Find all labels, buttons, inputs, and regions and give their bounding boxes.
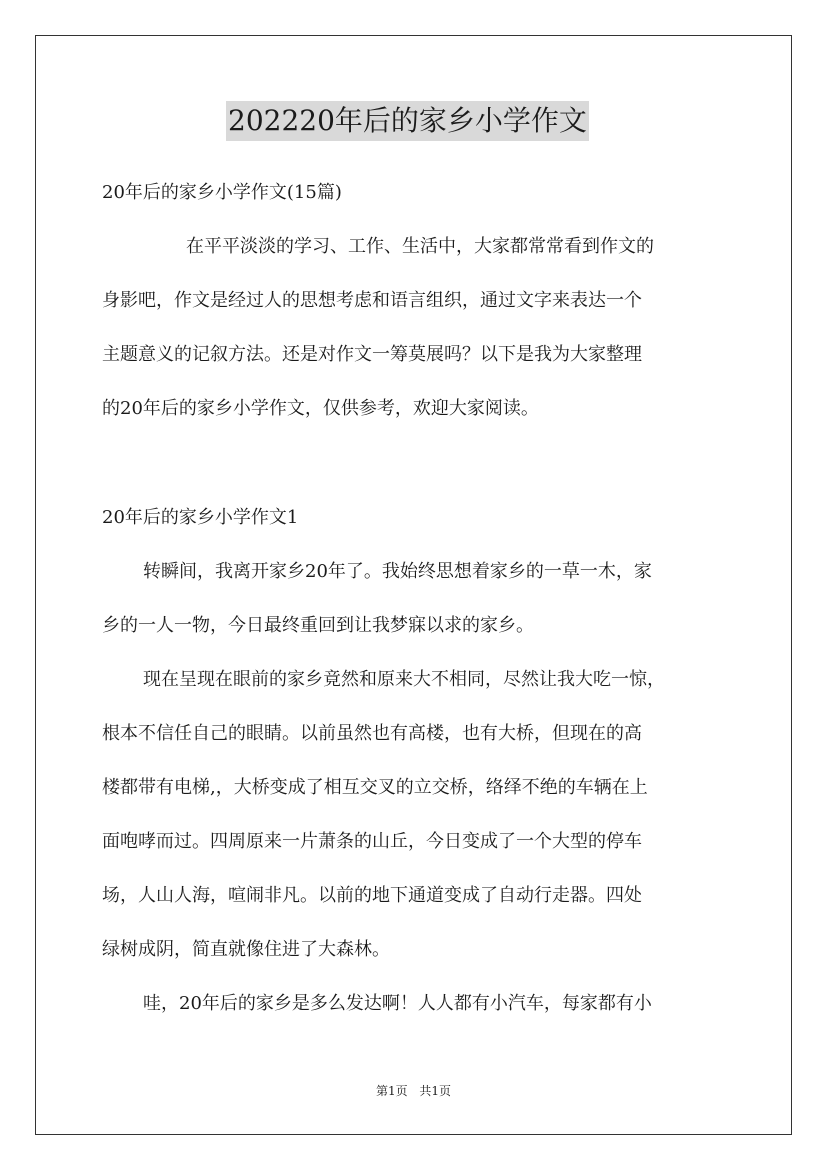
- page-total: 共1页: [419, 1084, 452, 1098]
- body-line: 绿树成阴，简直就像住进了大森林。: [102, 939, 390, 960]
- body-line: 现在呈现在眼前的家乡竟然和原来大不相同，尽然让我大吃一惊，: [143, 669, 665, 690]
- intro-line: 的20年后的家乡小学作文，仅供参考，欢迎大家阅读。: [102, 398, 539, 419]
- body-line: 乡的一人一物，今日最终重回到让我梦寐以求的家乡。: [102, 615, 534, 636]
- intro-line: 身影吧，作文是经过人的思想考虑和语言组织，通过文字来表达一个: [102, 290, 642, 311]
- document-subtitle: 20年后的家乡小学作文(15篇): [102, 182, 342, 203]
- body-line: 根本不信任自己的眼睛。以前虽然也有高楼，也有大桥，但现在的高: [102, 723, 642, 744]
- section-heading: 20年后的家乡小学作文1: [102, 507, 299, 528]
- body-line: 转瞬间，我离开家乡20年了。我始终思想着家乡的一草一木，家: [143, 561, 652, 582]
- body-line: 哇，20年后的家乡是多么发达啊！人人都有小汽车，每家都有小: [143, 993, 652, 1014]
- intro-line: 主题意义的记叙方法。还是对作文一筹莫展吗？以下是我为大家整理: [102, 344, 642, 365]
- page-number: 第1页: [375, 1084, 408, 1098]
- page-footer: [0, 1083, 827, 1099]
- intro-line: 在平平淡淡的学习、工作、生活中，大家都常常看到作文的: [186, 236, 654, 257]
- body-line: 楼都带有电梯,，大桥变成了相互交叉的立交桥，络绎不绝的车辆在上: [102, 777, 648, 798]
- body-line: 面咆哮而过。四周原来一片萧条的山丘，今日变成了一个大型的停车: [102, 831, 642, 852]
- body-line: 场，人山人海，喧闹非凡。以前的地下通道变成了自动行走器。四处: [102, 885, 642, 906]
- document-title: 202220年后的家乡小学作文: [226, 101, 589, 141]
